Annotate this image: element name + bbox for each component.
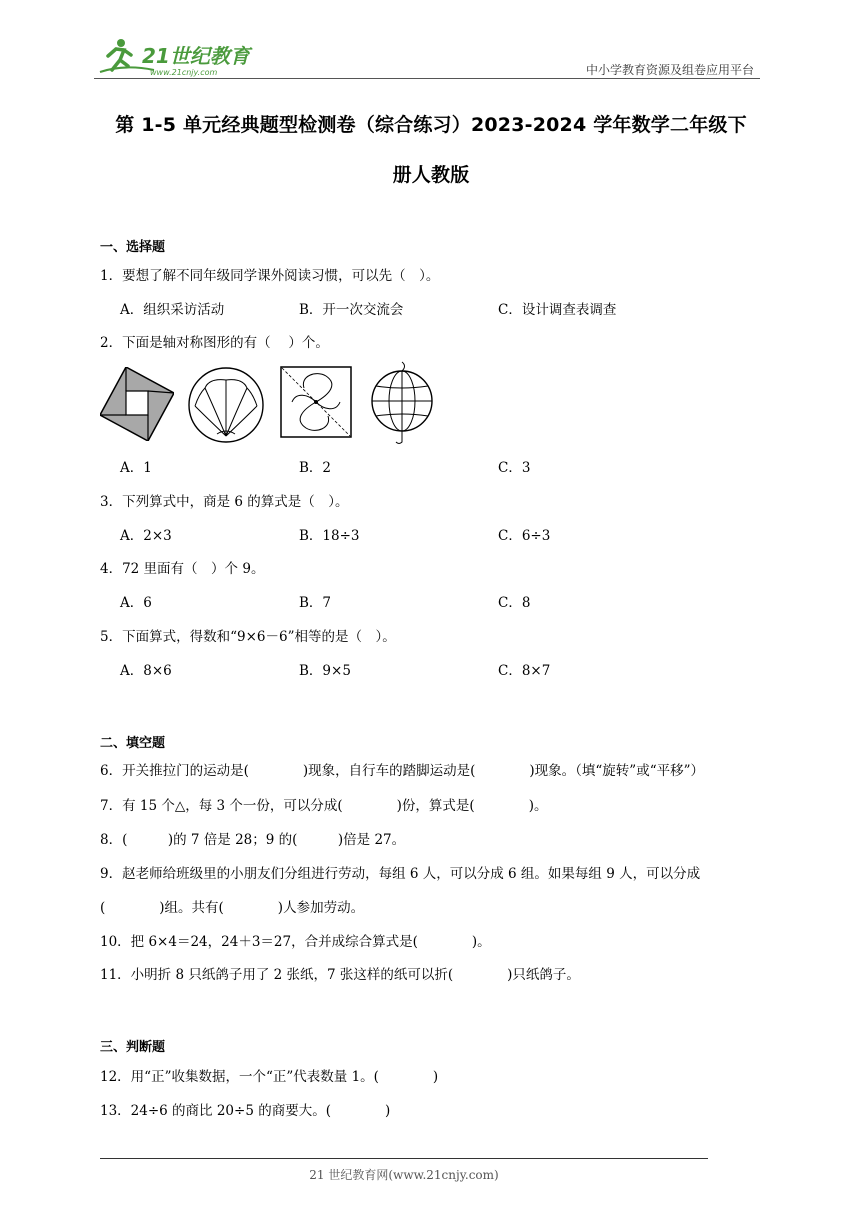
question-6: 6．开关推拉门的运动是( )现象，自行车的踏脚运动是( )现象。（填“旋转”或“平移”） (100, 763, 705, 779)
q2-option-a: A．1 (120, 460, 152, 476)
question-11: 11．小明折 8 只纸鸽子用了 2 张纸，7 张这样的纸可以折( )只纸鸽子。 (100, 967, 580, 983)
question-1: 1．要想了解不同年级同学课外阅读习惯，可以先（ ）。 (100, 268, 440, 284)
q3-option-c: C．6÷3 (498, 528, 551, 544)
question-9-line-2: ( )组。共有( )人参加劳动。 (100, 900, 365, 916)
globe-figure (369, 360, 437, 446)
title-line-1: 第 1-5 单元经典题型检测卷（综合练习）2023-2024 学年数学二年级下 (115, 114, 747, 136)
question-5: 5．下面算式，得数和“9×6－6”相等的是（ ）。 (100, 629, 396, 645)
q1-option-a: A．组织采访活动 (120, 302, 225, 318)
q5-option-b: B．9×5 (299, 663, 351, 679)
section-judge-heading: 三、判断题 (100, 1040, 166, 1055)
q2-option-c: C．3 (498, 460, 531, 476)
header-platform-text: 中小学教育资源及组卷应用平台 (585, 63, 754, 77)
title-line-2: 册人教版 (392, 164, 470, 186)
question-10: 10．把 6×4＝24，24＋3＝27，合并成综合算式是( )。 (100, 934, 491, 950)
q5-option-a: A．8×6 (120, 663, 172, 679)
fan-circle-figure (187, 366, 265, 444)
question-13: 13．24÷6 的商比 20÷5 的商要大。( ) (100, 1103, 391, 1119)
q5-option-c: C．8×7 (498, 663, 551, 679)
section-fill-heading: 二、填空题 (100, 736, 166, 751)
q2-option-b: B．2 (299, 460, 332, 476)
question-12: 12．用“正”收集数据，一个“正”代表数量 1。( ) (100, 1069, 439, 1085)
site-logo (94, 36, 264, 80)
question-2: 2．下面是轴对称图形的有（ ）个。 (100, 335, 329, 351)
q1-option-b: B．开一次交流会 (299, 302, 404, 318)
q4-option-a: A．6 (120, 595, 152, 611)
section-choice-heading: 一、选择题 (100, 240, 166, 255)
page-title (94, 100, 768, 200)
logo-url: www.21cnjy.com (150, 68, 218, 77)
spiral-square-figure (280, 366, 352, 438)
question-4: 4．72 里面有（ ）个 9。 (100, 561, 265, 577)
header-divider (94, 78, 760, 79)
question-7: 7．有 15 个△，每 3 个一份，可以分成( )份，算式是( )。 (100, 798, 548, 814)
question-9-line-1: 9．赵老师给班级里的小朋友们分组进行劳动，每组 6 人，可以分成 6 组。如果每组 9 人，可以分成 (100, 866, 701, 882)
q4-option-c: C．8 (498, 595, 531, 611)
q3-option-b: B．18÷3 (299, 528, 360, 544)
pinwheel-square-figure (100, 367, 174, 441)
logo-text: 21世纪教育 (142, 44, 250, 68)
footer-text: 21 世纪教育网(www.21cnjy.com) (309, 1168, 499, 1182)
q3-option-a: A．2×3 (120, 528, 172, 544)
question-3: 3．下列算式中，商是 6 的算式是（ ）。 (100, 494, 349, 510)
q1-option-c: C．设计调查表调查 (498, 302, 617, 318)
q4-option-b: B．7 (299, 595, 332, 611)
footer-divider (100, 1158, 708, 1159)
question-8: 8．( )的 7 倍是 28；9 的( )倍是 27。 (100, 832, 406, 848)
